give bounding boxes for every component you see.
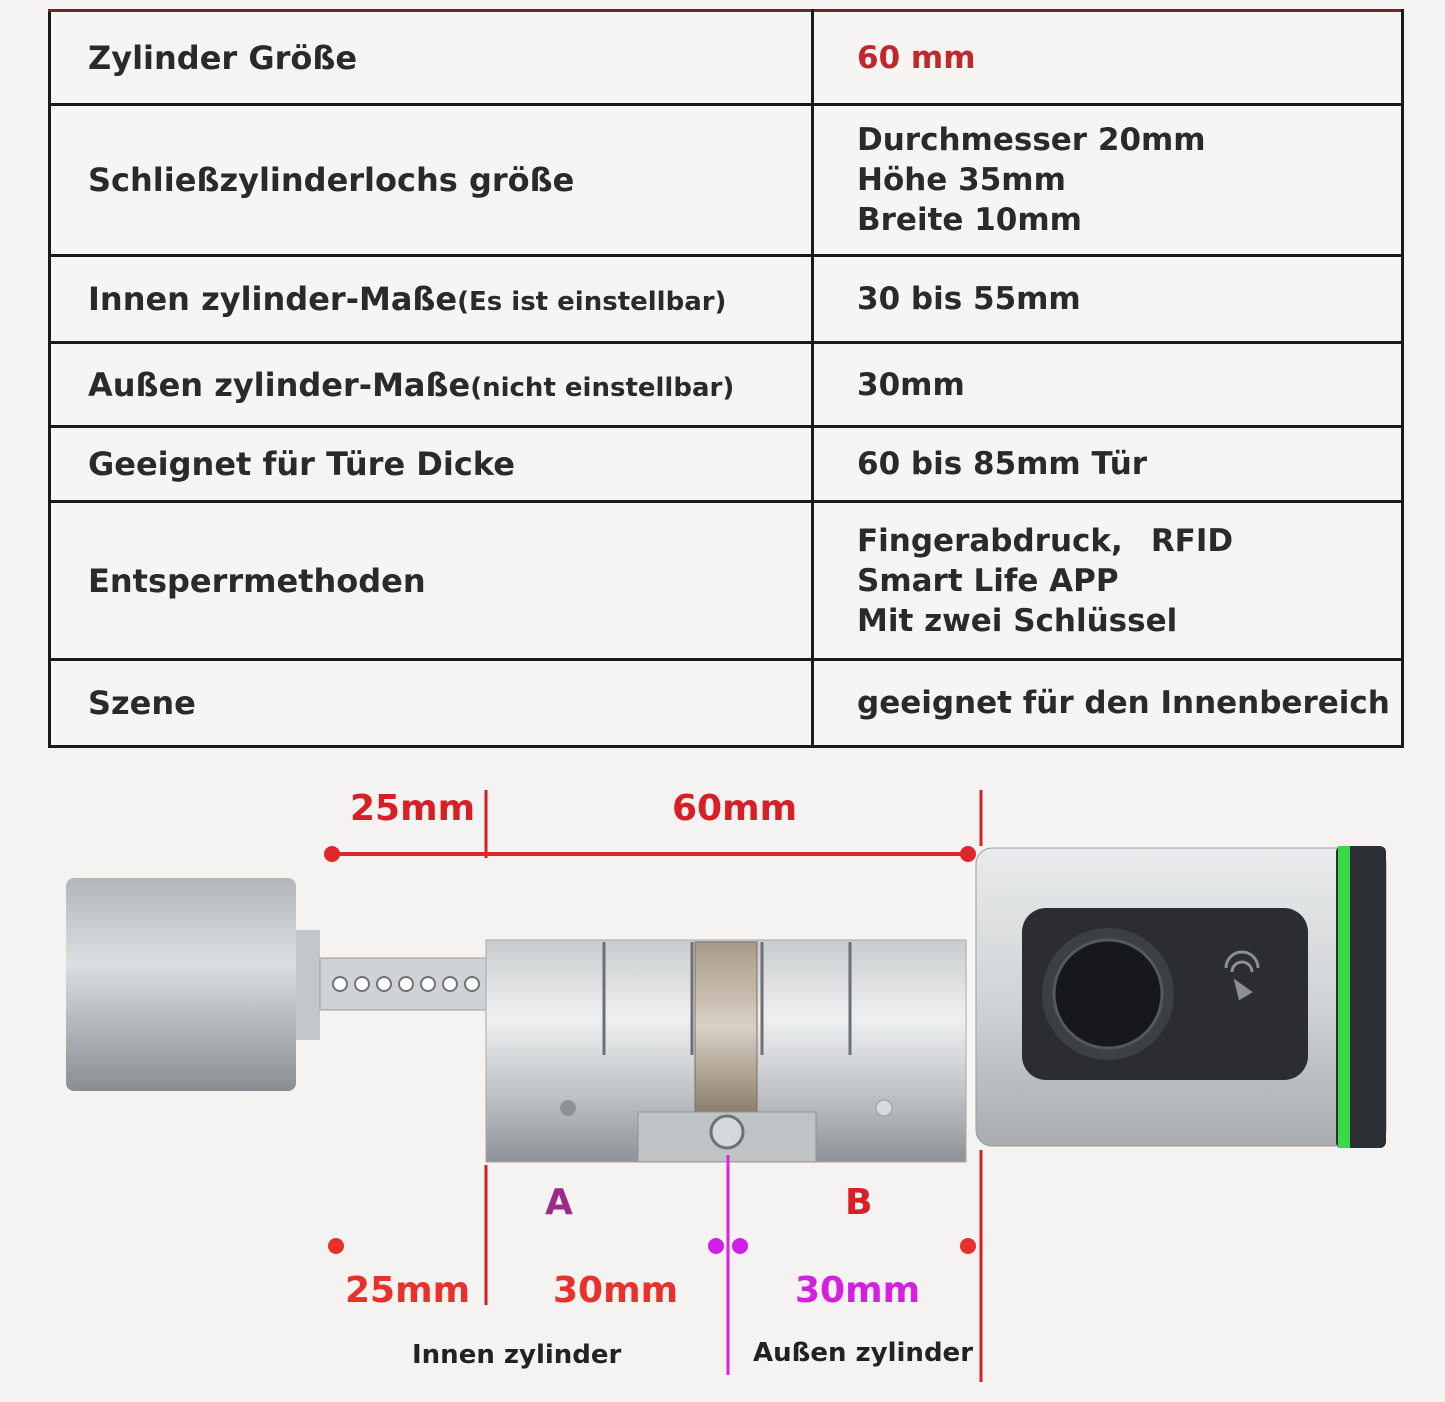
spec-label-note: (nicht einstellbar) bbox=[470, 372, 735, 403]
spec-label: Entsperrmethoden bbox=[50, 502, 813, 660]
outer-caption: Außen zylinder bbox=[753, 1338, 974, 1368]
arrow-b-end bbox=[960, 1238, 976, 1254]
cylinder-diagram bbox=[0, 760, 1445, 1402]
spec-value: geeignet für den Innenbereich bbox=[813, 660, 1403, 747]
arrow-a-end bbox=[708, 1238, 724, 1254]
spec-value-line: Durchmesser 20mm bbox=[857, 122, 1206, 158]
table-row bbox=[50, 427, 1403, 502]
arrow-b-start bbox=[732, 1238, 748, 1254]
arrow-top-start bbox=[324, 846, 340, 862]
spec-value: 30 bis 55mm bbox=[813, 256, 1403, 343]
knob bbox=[66, 878, 296, 1091]
bottom-a-dim: 30mm bbox=[553, 1270, 679, 1311]
spec-label: Szene bbox=[50, 660, 813, 747]
spec-value: 30mm bbox=[813, 343, 1403, 427]
table-row bbox=[50, 11, 1403, 105]
spec-value: 60 mm bbox=[813, 11, 1403, 105]
spec-table bbox=[48, 9, 1404, 748]
bottom-left-dim: 25mm bbox=[345, 1270, 471, 1311]
knob-collar bbox=[296, 930, 320, 1040]
spec-label-main: Innen zylinder-Maße bbox=[88, 280, 458, 318]
pin-dot-left bbox=[560, 1100, 576, 1116]
spec-label bbox=[50, 256, 813, 343]
spec-value-line: Mit zwei Schlüssel bbox=[857, 602, 1178, 639]
arrow-a-start bbox=[328, 1238, 344, 1254]
table-row bbox=[50, 343, 1403, 427]
pin-dot-right bbox=[876, 1100, 892, 1116]
arrow-top-end bbox=[960, 846, 976, 862]
table-row bbox=[50, 502, 1403, 660]
table-row bbox=[50, 660, 1403, 747]
spec-value-line: Smart Life APP bbox=[857, 562, 1119, 599]
spec-value-part: Fingerabdruck, bbox=[857, 522, 1123, 559]
spec-value bbox=[813, 105, 1403, 256]
bottom-b-dim: 30mm bbox=[795, 1270, 921, 1311]
table-row bbox=[50, 105, 1403, 256]
cylinder-illustration bbox=[0, 760, 1445, 1402]
spec-label: Geeignet für Türe Dicke bbox=[50, 427, 813, 502]
fingerprint-sensor bbox=[1054, 940, 1162, 1048]
spec-value bbox=[813, 502, 1403, 660]
inner-caption: Innen zylinder bbox=[412, 1340, 622, 1370]
top-total-dim: 60mm bbox=[672, 788, 798, 829]
spec-label: Zylinder Größe bbox=[50, 11, 813, 105]
cam bbox=[695, 942, 757, 1112]
spec-label: Schließzylinderlochs größe bbox=[50, 105, 813, 256]
section-b-label: B bbox=[845, 1182, 873, 1223]
section-a-label: A bbox=[545, 1182, 573, 1223]
spec-label-main: Außen zylinder-Maße bbox=[88, 365, 471, 404]
spec-label-note: (Es ist einstellbar) bbox=[457, 287, 727, 317]
screw-hole bbox=[711, 1116, 743, 1148]
spec-value-line: Breite 10mm bbox=[857, 202, 1082, 238]
spec-value-line bbox=[857, 521, 1401, 561]
spec-label bbox=[50, 343, 813, 427]
led-ring bbox=[1338, 846, 1350, 1148]
spec-value-part: RFID bbox=[1150, 522, 1234, 559]
spec-value: 60 bis 85mm Tür bbox=[813, 427, 1403, 502]
spec-value-line: Höhe 35mm bbox=[857, 162, 1066, 198]
table-row bbox=[50, 256, 1403, 343]
top-left-dim: 25mm bbox=[350, 788, 476, 829]
